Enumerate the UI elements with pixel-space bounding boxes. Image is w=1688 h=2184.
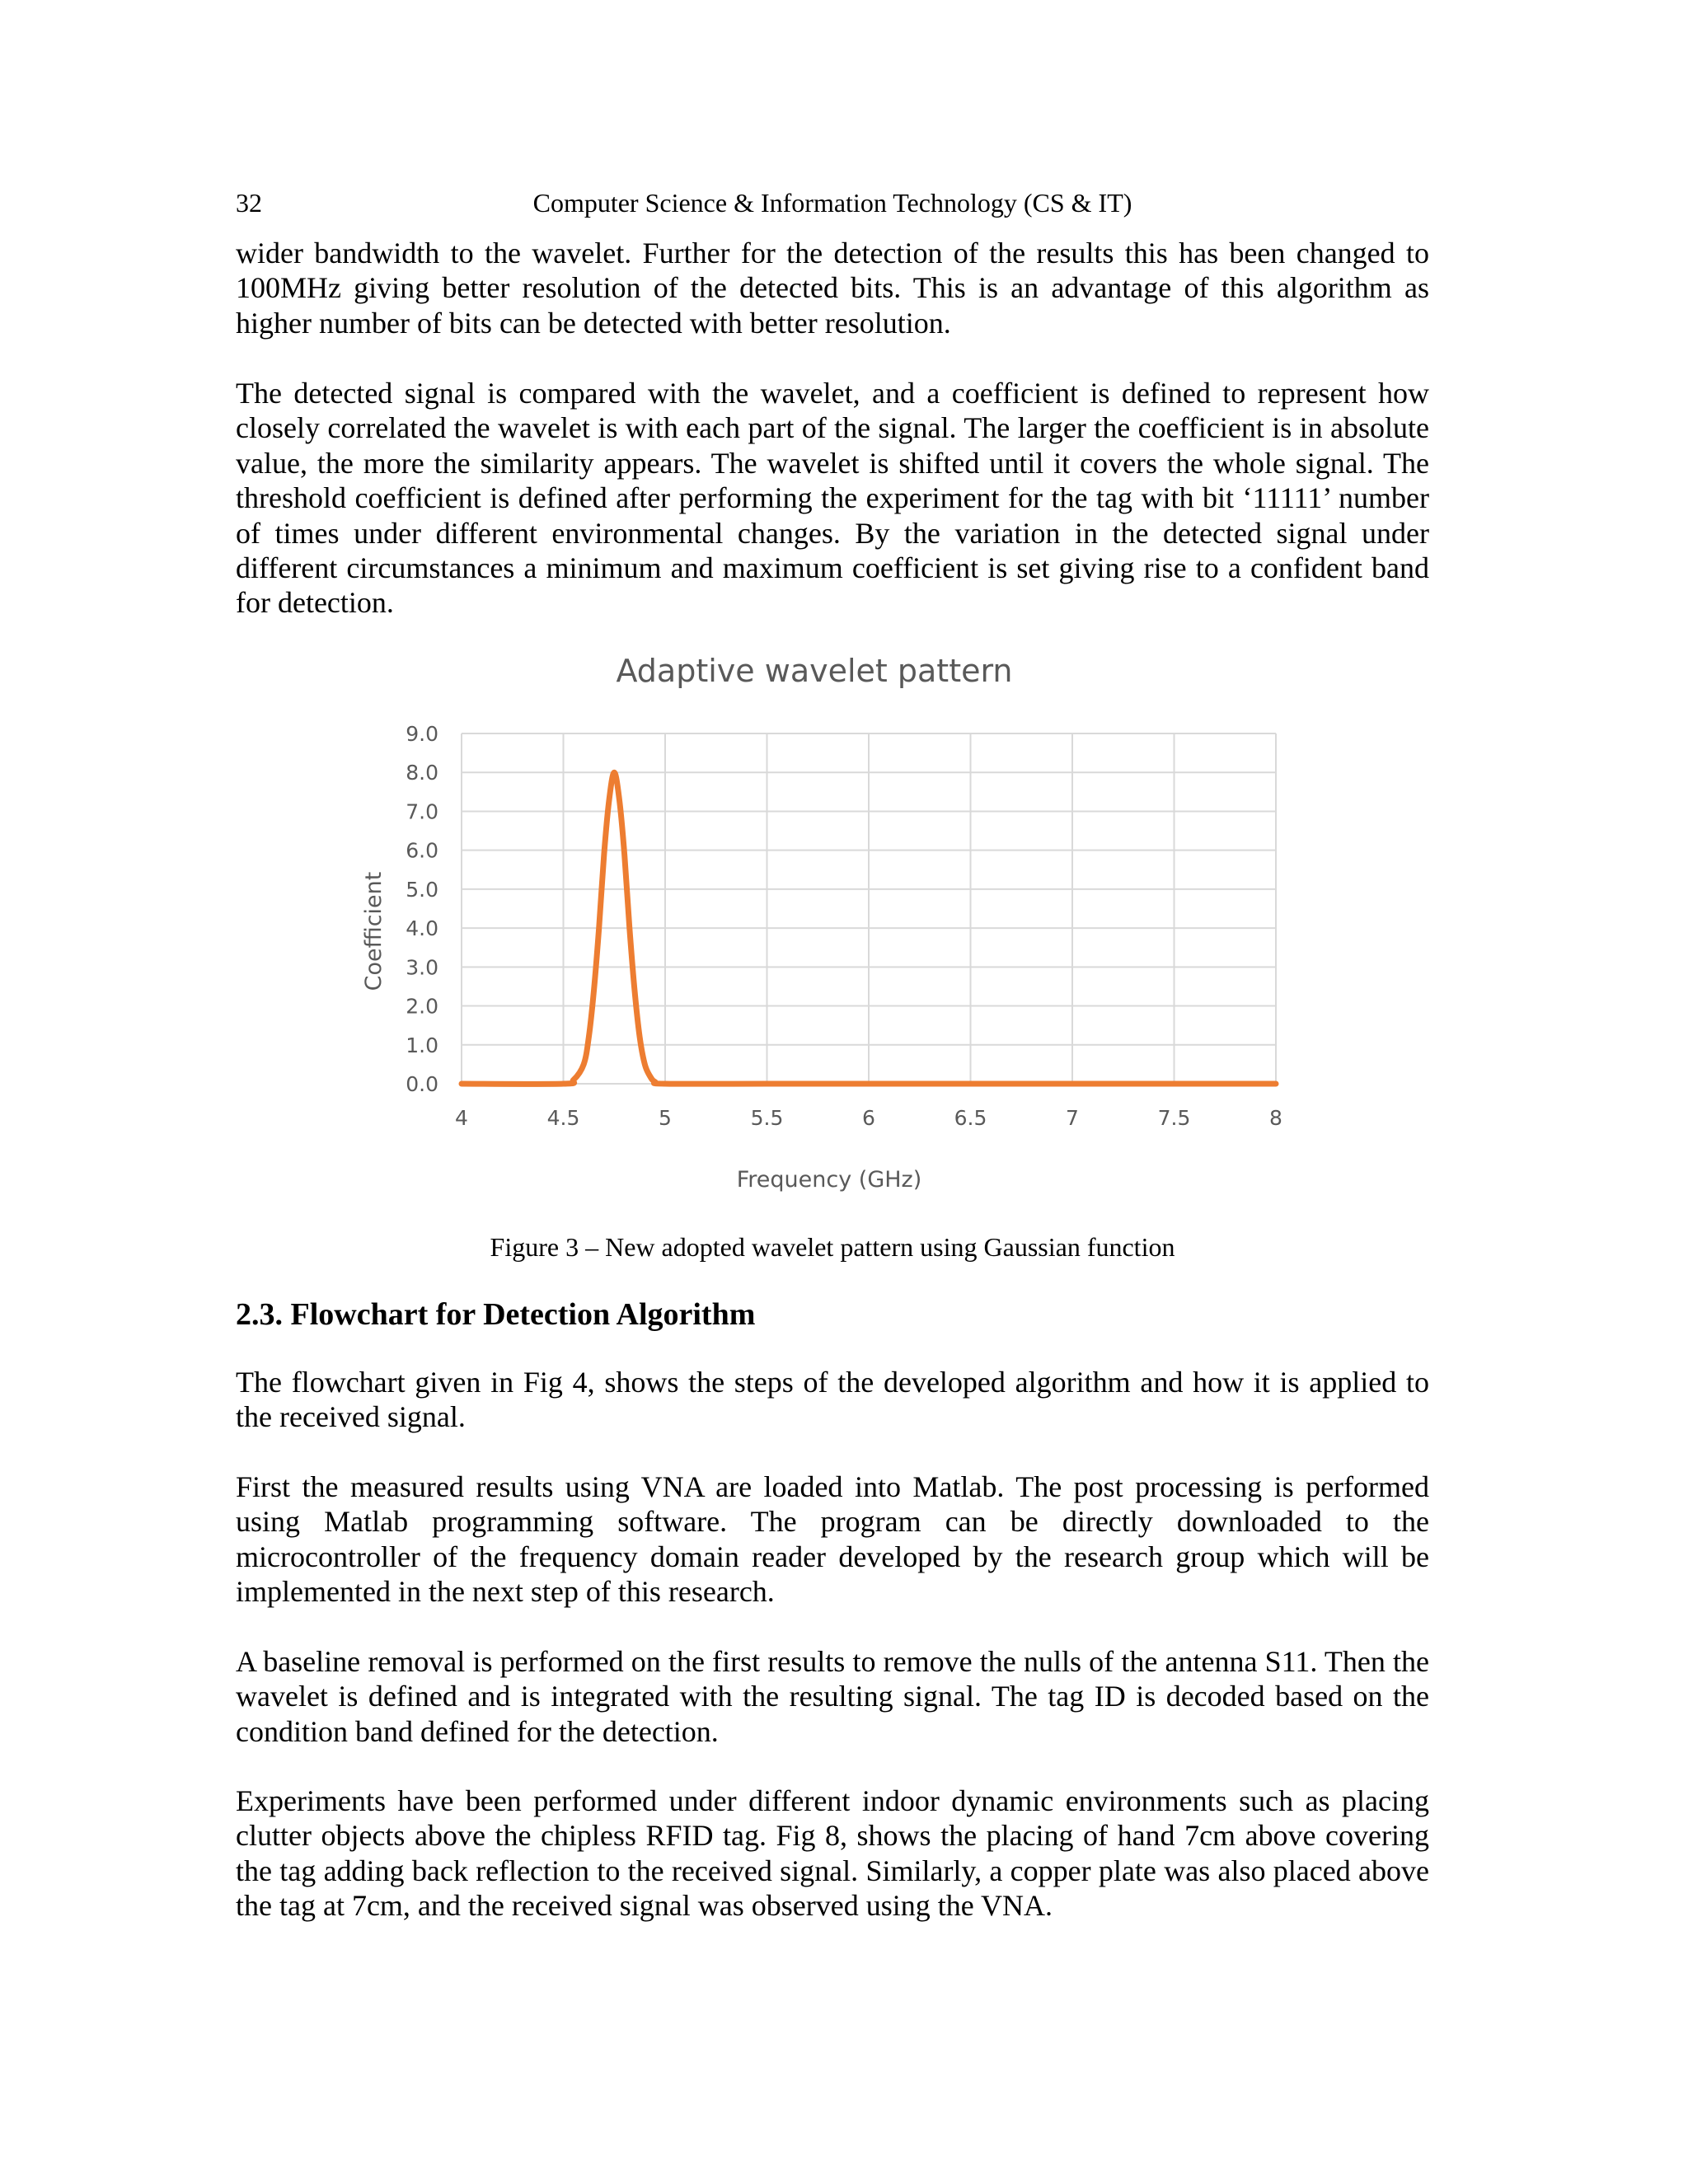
running-header	[236, 183, 1429, 223]
y-tick-label: 7.0	[406, 799, 438, 824]
x-tick-label: 7	[1066, 1106, 1079, 1130]
x-tick-label: 8	[1269, 1106, 1282, 1130]
paragraph: Experiments have been performed under different indoor dynamic environments such as placing clutter objects above the chipless RFID tag. Fig 8, shows the placing of hand 7cm above covering the tag adding back reflection to the received signal. Similarly, a copper plate was also placed above the tag at 7cm, and the received signal was observed using the VNA.	[236, 1784, 1429, 1923]
chart-gridlines	[462, 733, 1276, 1084]
x-tick-label: 7.5	[1157, 1106, 1191, 1130]
wavelet-chart	[330, 639, 1319, 1216]
paragraph: wider bandwidth to the wavelet. Further for the detection of the results this has been changed to 100MHz giving better resolution of the detected bits. This is an advantage of this algorithm as higher number of bits can be detected with better resolution.	[236, 237, 1429, 340]
y-tick-label: 2.0	[406, 994, 438, 1019]
x-axis-label: Frequency (GHz)	[736, 1167, 922, 1193]
x-tick-label: 5	[659, 1106, 672, 1130]
chart-title: Adaptive wavelet pattern	[616, 653, 1013, 689]
y-tick-label: 8.0	[406, 761, 438, 785]
paragraph: First the measured results using VNA are loaded into Matlab. The post processing is performed using Matlab programming software. The program can be directly downloaded to the microcontroller of the frequency domain reader developed by the research group which will be implemented in the next step of this research.	[236, 1470, 1429, 1609]
y-tick-label: 5.0	[406, 877, 438, 902]
y-tick-label: 6.0	[406, 838, 438, 863]
figure-caption: Figure 3 – New adopted wavelet pattern using Gaussian function	[490, 1232, 1175, 1262]
page-number: 32	[236, 188, 262, 218]
running-title: Computer Science & Information Technology (CS & IT)	[532, 188, 1132, 218]
x-axis-ticks	[455, 1106, 1282, 1130]
y-tick-label: 9.0	[406, 722, 438, 746]
y-tick-label: 0.0	[406, 1072, 438, 1096]
section-heading: 2.3. Flowchart for Detection Algorithm	[236, 1297, 756, 1332]
y-axis-ticks	[406, 722, 438, 1096]
x-tick-label: 4.5	[546, 1106, 580, 1130]
x-tick-label: 6	[862, 1106, 875, 1130]
x-tick-label: 5.5	[750, 1106, 784, 1130]
y-axis-label: Coefficient	[361, 871, 387, 991]
paragraph: A baseline removal is performed on the first results to remove the nulls of the antenna S11. Then the wavelet is defined and is integrated with the resulting signal. The tag ID is decoded based on the condition band defined for the detection.	[236, 1645, 1429, 1748]
y-tick-label: 4.0	[406, 916, 438, 941]
y-tick-label: 1.0	[406, 1033, 438, 1057]
paragraph: The flowchart given in Fig 4, shows the steps of the developed algorithm and how it is applied to the received signal.	[236, 1366, 1429, 1434]
x-tick-label: 6.5	[954, 1106, 987, 1130]
y-tick-label: 3.0	[406, 955, 438, 980]
x-tick-label: 4	[455, 1106, 468, 1130]
paragraph: The detected signal is compared with the wavelet, and a coefficient is defined to represent how closely correlated the wavelet is with each part of the signal. The larger the coefficient is in absolute value, the more the similarity appears. The wavelet is shifted until it covers the whole signal. The threshold coefficient is defined after performing the experiment for the tag with bit ‘11111’ number of times under different environmental changes. By the variation in the detected signal under different circumstances a minimum and maximum coefficient is set giving rise to a confident band for detection.	[236, 377, 1429, 620]
